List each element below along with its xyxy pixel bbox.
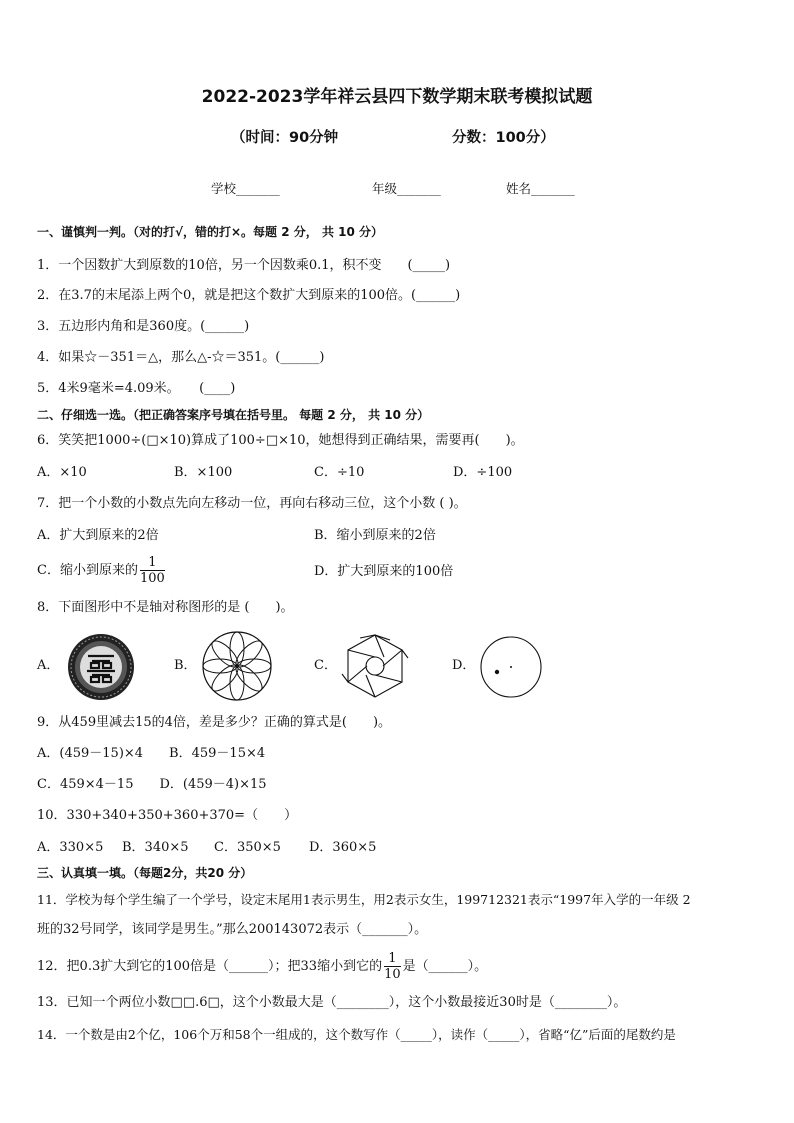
fraction-denominator: 100 [139, 571, 165, 586]
question-5: 5．4米9毫米=4.09米。 (____) [37, 381, 236, 396]
question-11-line-2: 班的32号同学，该同学是男生。”那么200143072表示（_______）。 [37, 922, 428, 937]
q6-option-d: D．÷100 [453, 465, 513, 480]
question-13: 13．已知一个两位小数□□.6□，这个小数最大是（________），这个小数最接近30时是（________）。 [37, 995, 627, 1010]
question-10: 10．330+340+350+360+370=（ ） [37, 808, 298, 823]
question-12-text-after: 是（______）。 [402, 959, 488, 974]
question-12-text-before: 12．把0.3扩大到它的100倍是（______）；把33缩小到它的 [37, 959, 383, 974]
fraction-numerator: 1 [384, 951, 401, 967]
q8-label-a: A． [37, 658, 60, 673]
q10-option-a: A．330×5 [37, 840, 104, 855]
fraction-denominator: 10 [384, 967, 401, 982]
section-2-heading: 二、仔细选一选。（把正确答案序号填在括号里。 每题 2 分， 共 10 分） [37, 408, 430, 422]
section-3-heading: 三、认真填一填。（每题2分，共20 分） [37, 866, 253, 880]
question-8: 8．下面图形中不是轴对称图形的是 ( )。 [37, 600, 294, 615]
pinwheel-hexagon-figure [338, 630, 412, 702]
section-1-heading: 一、谨慎判一判。（对的打√，错的打×。每题 2 分， 共 10 分） [37, 225, 383, 239]
q6-option-c: C．÷10 [314, 465, 365, 480]
q6-option-b: B．×100 [174, 465, 233, 480]
question-11-line-1: 11．学校为每个学生编了一个学号，设定末尾用1表示男生，用2表示女生，199712321表示“1997年入学的一年级 2 [37, 892, 691, 907]
question-14: 14．一个数是由2个亿，106个万和58个一组成的，这个数写作（_____），读作（_____），省略“亿”后面的尾数约是 [37, 1027, 676, 1042]
question-4: 4．如果☆－351＝△，那么△-☆＝351。(______) [37, 350, 325, 365]
question-9: 9．从459里减去15的4倍，差是多少？正确的算式是( )。 [37, 715, 392, 730]
q10-option-c: C．350×5 [214, 840, 281, 855]
q10-option-b: B．340×5 [122, 840, 189, 855]
q9-options-ab: A．(459－15)×4 B．459－15×4 [37, 746, 266, 761]
question-12 [37, 950, 487, 984]
q10-option-d: D．360×5 [309, 840, 377, 855]
grade-field[interactable]: 年级_______ [372, 181, 441, 196]
double-happiness-medallion-figure [66, 632, 136, 702]
q7-option-c-text: C．缩小到原来的 [37, 563, 138, 578]
question-7: 7．把一个小数的小数点先向左移动一位，再向右移动三位，这个小数 ( )。 [37, 496, 467, 511]
q7-option-b: B．缩小到原来的2倍 [314, 528, 436, 543]
q8-label-c: C． [314, 658, 337, 673]
fraction-numerator: 1 [140, 555, 165, 571]
circle-with-dot-figure [478, 634, 544, 700]
question-2: 2．在3.7的末尾添上两个0，就是把这个数扩大到原来的100倍。(______) [37, 288, 461, 303]
q6-option-a: A．×10 [37, 465, 87, 480]
q7-option-c [37, 554, 167, 588]
school-field[interactable]: 学校_______ [211, 181, 280, 196]
eight-petal-rosette-figure [201, 630, 273, 702]
fraction-one-tenth [384, 951, 401, 982]
question-3: 3．五边形内角和是360度。(______) [37, 319, 250, 334]
q7-option-d: D．扩大到原来的100倍 [314, 564, 454, 579]
page-title: 2022-2023学年祥云县四下数学期末联考模拟试题 [201, 87, 593, 107]
fraction-one-hundredth [140, 555, 165, 586]
q7-option-a: A．扩大到原来的2倍 [37, 528, 159, 543]
q8-label-b: B． [174, 658, 197, 673]
q9-options-cd: C．459×4－15 D．(459－4)×15 [37, 777, 267, 792]
q8-label-d: D． [452, 658, 476, 673]
question-6: 6．笑笑把1000÷(□×10)算成了100÷□×10，她想得到正确结果，需要再( )。 [37, 433, 524, 448]
score-info: 分数：100分） [452, 130, 555, 146]
time-info: （时间：90分钟 [231, 130, 339, 146]
name-field[interactable]: 姓名_______ [506, 181, 575, 196]
question-1: 1．一个因数扩大到原数的10倍，另一个因数乘0.1，积不变 (_____) [37, 258, 451, 273]
